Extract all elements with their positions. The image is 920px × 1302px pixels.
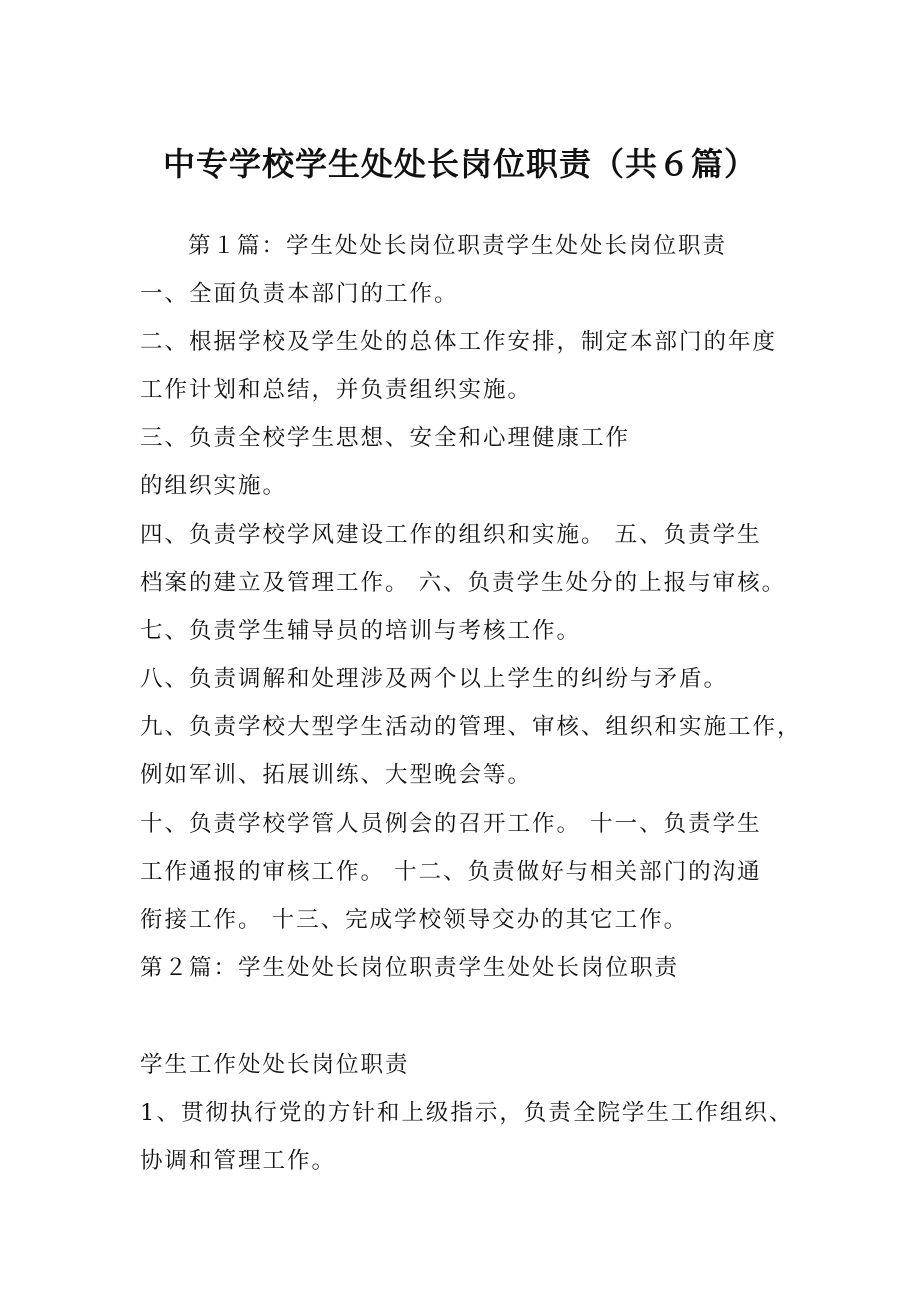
paragraph-line-11: 九、负责学校大型学生活动的管理、审核、组织和实施工作， xyxy=(140,714,802,740)
document-title: 中专学校学生处处长岗位职责（共６篇） xyxy=(162,145,757,183)
paragraph-line-9: 七、负责学生辅导员的培训与考核工作。 xyxy=(140,618,582,644)
paragraph-line-10: 八、负责调解和处理涉及两个以上学生的纠纷与矛盾。 xyxy=(140,666,729,692)
paragraph-line-16: 第２篇：学生处处长岗位职责学生处处长岗位职责 xyxy=(140,955,680,981)
paragraph-line-8: 档案的建立及管理工作。 六、负责学生处分的上报与审核。 xyxy=(140,570,787,596)
paragraph-line-17: 学生工作处处长岗位职责 xyxy=(140,1052,410,1078)
paragraph-line-18: 1、贯彻执行党的方针和上级指示，负责全院学生工作组织、 xyxy=(140,1100,794,1126)
paragraph-line-13: 十、负责学校学管人员例会的召开工作。 十一、负责学生 xyxy=(140,811,762,837)
paragraph-line-2: 一、全面负责本部门的工作。 xyxy=(140,281,459,307)
paragraph-line-7: 四、负责学校学风建设工作的组织和实施。 五、负责学生 xyxy=(140,522,762,548)
paragraph-line-3: 二、根据学校及学生处的总体工作安排，制定本部门的年度 xyxy=(140,329,778,355)
paragraph-line-14: 工作通报的审核工作。 十二、负责做好与相关部门的沟通 xyxy=(140,859,762,885)
paragraph-line-19: 协调和管理工作。 xyxy=(140,1148,337,1174)
paragraph-line-15: 衔接工作。 十三、完成学校领导交办的其它工作。 xyxy=(140,907,689,933)
paragraph-line-5: 三、负责全校学生思想、安全和心理健康工作 xyxy=(140,425,631,451)
paragraph-line-12: 例如军训、拓展训练、大型晚会等。 xyxy=(140,762,533,788)
paragraph-line-6: 的组织实施。 xyxy=(140,473,288,499)
paragraph-line-4: 工作计划和总结，并负责组织实施。 xyxy=(140,377,533,403)
paragraph-line-1: 第１篇：学生处处长岗位职责学生处处长岗位职责 xyxy=(188,233,728,259)
